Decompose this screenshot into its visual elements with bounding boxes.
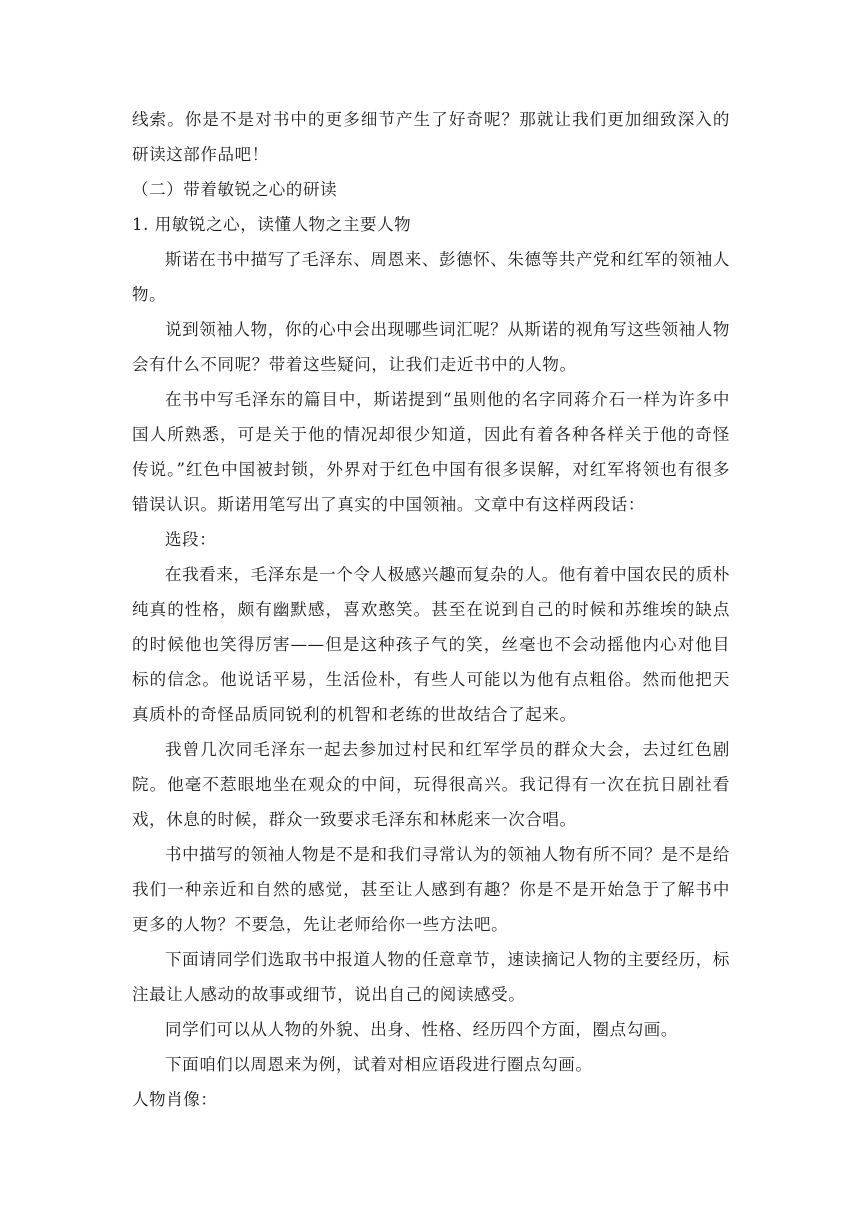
excerpt-label: 选段： [165, 530, 217, 549]
closing-heading: 人物肖像： [132, 1090, 218, 1109]
excerpt-paragraph: 我曾几次同毛泽东一起去参加过村民和红军学员的群众大会，去过红色剧院。他毫不惹眼地坐在观众的中间，玩得很高兴。我记得有一次在抗日剧社看戏，休息的时候，群众一致要求毛泽东和林彪来一次合唱。 [132, 740, 730, 829]
body-paragraph: 同学们可以从人物的外貌、出身、性格、经历四个方面，圈点勾画。 [165, 1020, 678, 1039]
body-paragraph: 下面请同学们选取书中报道人物的任意章节，速读摘记人物的主要经历，标注最让人感动的故事或细节，说出自己的阅读感受。 [132, 950, 730, 1004]
section-heading: （二）带着敏锐之心的研读 [132, 180, 338, 199]
document-page [132, 102, 730, 1117]
excerpt-paragraph: 在我看来，毛泽东是一个令人极感兴趣而复杂的人。他有着中国农民的质朴纯真的性格，颇有幽默感，喜欢憨笑。甚至在说到自己的时候和苏维埃的缺点的时候他也笑得厉害——但是这种孩子气的笑，丝毫也不会动摇他内心对他目标的信念。他说话平易，生活俭朴，有些人可能以为他有点粗俗。然而他把天真质朴的奇怪品质同锐利的机智和老练的世故结合了起来。 [132, 565, 730, 724]
body-paragraph: 说到领袖人物，你的心中会出现哪些词汇呢？从斯诺的视角写这些领袖人物会有什么不同呢？带着这些疑问，让我们走近书中的人物。 [132, 320, 730, 374]
intro-continuation-paragraph: 线索。你是不是对书中的更多细节产生了好奇呢？那就让我们更加细致深入的研读这部作品吧！ [132, 110, 730, 164]
body-paragraph: 在书中写毛泽东的篇目中，斯诺提到“虽则他的名字同蒋介石一样为许多中国人所熟悉，可是关于他的情况却很少知道，因此有着各种各样关于他的奇怪传说。”红色中国被封锁，外界对于红色中国有很多误解，对红军将领也有很多错误认识。斯诺用笔写出了真实的中国领袖。文章中有这样两段话： [132, 390, 730, 514]
body-paragraph: 书中描写的领袖人物是不是和我们寻常认为的领袖人物有所不同？是不是给我们一种亲近和自然的感觉，甚至让人感到有趣？你是不是开始急于了解书中更多的人物？不要急，先让老师给你一些方法吧。 [132, 845, 730, 934]
body-paragraph: 下面咱们以周恩来为例，试着对相应语段进行圈点勾画。 [165, 1055, 593, 1074]
subsection-heading: 1. 用敏锐之心，读懂人物之主要人物 [132, 215, 412, 234]
body-paragraph: 斯诺在书中描写了毛泽东、周恩来、彭德怀、朱德等共产党和红军的领袖人物。 [132, 250, 730, 304]
